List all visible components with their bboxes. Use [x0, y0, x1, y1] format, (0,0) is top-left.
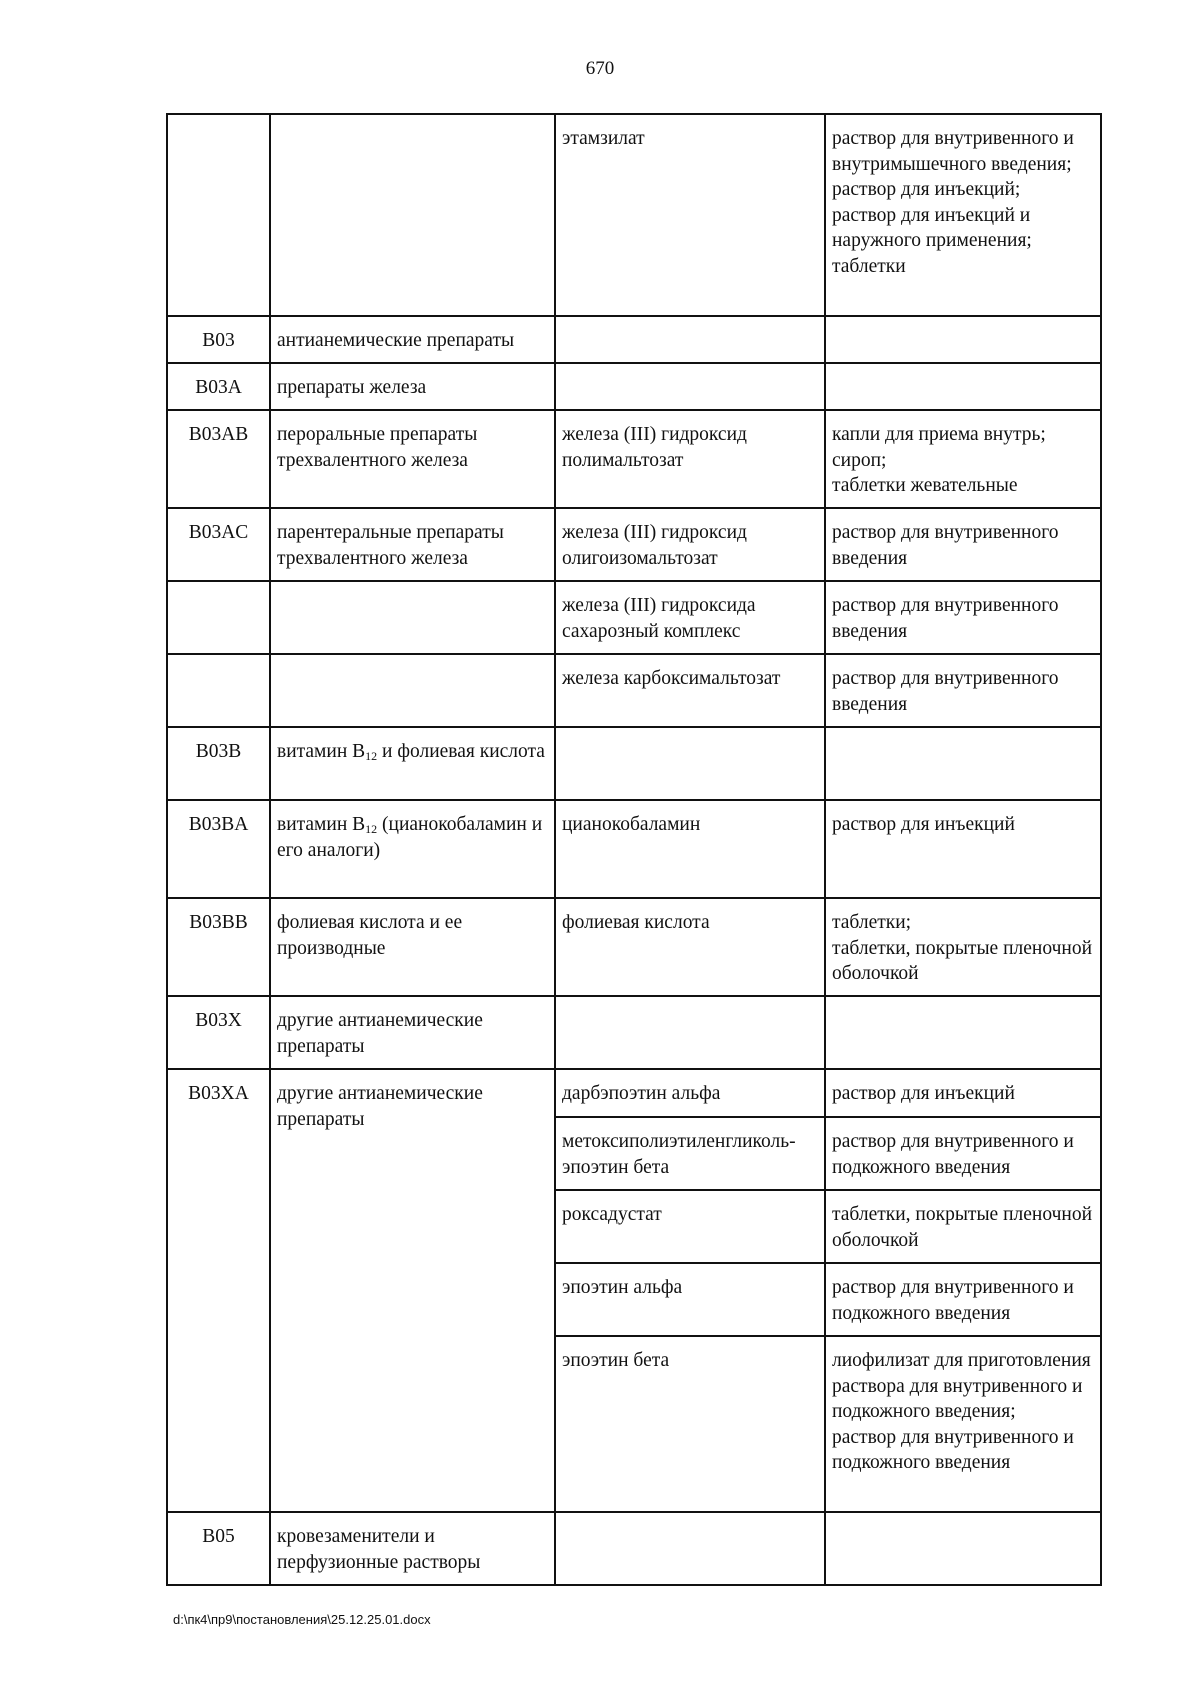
drug-cell	[555, 363, 825, 410]
atc-code-cell: B05	[167, 1512, 270, 1585]
group-cell: препараты железа	[270, 363, 555, 410]
form-line: раствор для внутривенного введения	[832, 668, 1059, 715]
form-cell	[825, 996, 1101, 1069]
form-line: лиофилизат для приготовления раствора для внутривенного и подкожного введения;	[832, 1350, 1091, 1422]
atc-code-cell: B03BA	[167, 800, 270, 898]
group-cell	[270, 581, 555, 654]
drug-cell	[555, 996, 825, 1069]
drug-cell: фолиевая кислота	[555, 898, 825, 996]
table-row	[167, 654, 1101, 727]
atc-code-cell	[167, 114, 270, 316]
form-line: раствор для инъекций	[832, 1083, 1015, 1104]
form-line: раствор для внутривенного и подкожного введения	[832, 1277, 1074, 1324]
form-line: сироп;	[832, 449, 887, 471]
atc-code-cell: B03XA	[167, 1069, 270, 1512]
subscript: 12	[365, 749, 378, 763]
form-cell	[825, 316, 1101, 363]
drug-cell: роксадустат	[555, 1190, 825, 1263]
form-cell	[825, 1336, 1101, 1512]
table-row	[167, 1512, 1101, 1585]
atc-code-cell: B03	[167, 316, 270, 363]
table-row	[167, 508, 1101, 581]
table-row	[167, 581, 1101, 654]
group-cell: другие антианемические препараты	[270, 1069, 555, 1512]
group-text: и фолиевая кислота	[377, 741, 545, 762]
form-line: таблетки, покрытые пленочной оболочкой	[832, 1204, 1093, 1251]
table-row	[167, 800, 1101, 898]
group-cell	[270, 800, 555, 898]
atc-code-cell: B03AC	[167, 508, 270, 581]
form-cell	[825, 114, 1101, 316]
form-line: капли для приема внутрь;	[832, 424, 1046, 445]
form-cell	[825, 1512, 1101, 1585]
form-cell	[825, 363, 1101, 410]
atc-code-cell: B03A	[167, 363, 270, 410]
document-file-path: d:\пк4\пр9\постановления\25.12.25.01.docx	[173, 1612, 431, 1627]
drug-cell: эпоэтин альфа	[555, 1263, 825, 1336]
group-cell	[270, 114, 555, 316]
atc-code-cell: B03B	[167, 727, 270, 800]
drug-cell: метоксиполиэтиленгликоль-эпоэтин бета	[555, 1117, 825, 1190]
table-row	[167, 996, 1101, 1069]
form-line: таблетки;	[832, 912, 912, 933]
group-cell	[270, 727, 555, 800]
form-line: таблетки	[832, 255, 906, 277]
form-cell	[825, 1069, 1101, 1117]
table-row	[167, 114, 1101, 316]
form-line: раствор для внутривенного и подкожного введения	[832, 1131, 1074, 1178]
group-cell	[270, 654, 555, 727]
atc-code-cell	[167, 654, 270, 727]
drug-cell	[555, 316, 825, 363]
form-cell	[825, 1263, 1101, 1336]
atc-code-cell: B03BB	[167, 898, 270, 996]
group-cell: фолиевая кислота и ее производные	[270, 898, 555, 996]
form-line: раствор для внутривенного и подкожного введения	[832, 1426, 1074, 1473]
form-line: раствор для инъекций и наружного применения;	[832, 204, 1032, 251]
form-line: раствор для инъекций;	[832, 179, 1021, 200]
form-cell	[825, 654, 1101, 727]
form-cell	[825, 508, 1101, 581]
group-cell: кровезаменители и перфузионные растворы	[270, 1512, 555, 1585]
table-row	[167, 898, 1101, 996]
drug-cell: эпоэтин бета	[555, 1336, 825, 1512]
atc-code-cell	[167, 581, 270, 654]
page-number: 670	[585, 58, 615, 79]
subscript: 12	[365, 822, 378, 836]
drug-cell: дарбэпоэтин альфа	[555, 1069, 825, 1117]
drug-cell: железа (III) гидроксид полимальтозат	[555, 410, 825, 508]
atc-code-cell: B03AB	[167, 410, 270, 508]
table-row	[167, 410, 1101, 508]
drug-cell: этамзилат	[555, 114, 825, 316]
form-line: раствор для инъекций	[832, 814, 1015, 835]
group-cell: антианемические препараты	[270, 316, 555, 363]
drug-cell: железа карбоксимальтозат	[555, 654, 825, 727]
table-row	[167, 727, 1101, 800]
group-cell: пероральные препараты трехвалентного железа	[270, 410, 555, 508]
form-line: раствор для внутривенного введения	[832, 522, 1059, 569]
drug-cell	[555, 727, 825, 800]
drug-table	[166, 113, 1102, 1586]
drug-cell: железа (III) гидроксида сахарозный комплекс	[555, 581, 825, 654]
table-row	[167, 316, 1101, 363]
drug-cell	[555, 1512, 825, 1585]
form-cell	[825, 1190, 1101, 1263]
form-cell	[825, 410, 1101, 508]
form-cell	[825, 800, 1101, 898]
form-cell	[825, 898, 1101, 996]
group-cell: другие антианемические препараты	[270, 996, 555, 1069]
group-text: (цианокобаламин и его аналоги)	[277, 814, 543, 861]
form-line: раствор для внутривенного введения	[832, 595, 1059, 642]
drug-cell: цианокобаламин	[555, 800, 825, 898]
form-cell	[825, 727, 1101, 800]
atc-code-cell: B03X	[167, 996, 270, 1069]
table-row	[167, 363, 1101, 410]
form-line: таблетки жевательные	[832, 475, 1018, 496]
table-row	[167, 1069, 1101, 1117]
form-line: таблетки, покрытые пленочной оболочкой	[832, 937, 1093, 984]
group-text: витамин B	[277, 814, 366, 835]
group-cell: парентеральные препараты трехвалентного железа	[270, 508, 555, 581]
form-cell	[825, 1117, 1101, 1190]
group-text: витамин B	[277, 741, 366, 762]
form-cell	[825, 581, 1101, 654]
form-line: раствор для внутривенного и внутримышечного введения;	[832, 128, 1074, 175]
drug-cell: железа (III) гидроксид олигоизомальтозат	[555, 508, 825, 581]
